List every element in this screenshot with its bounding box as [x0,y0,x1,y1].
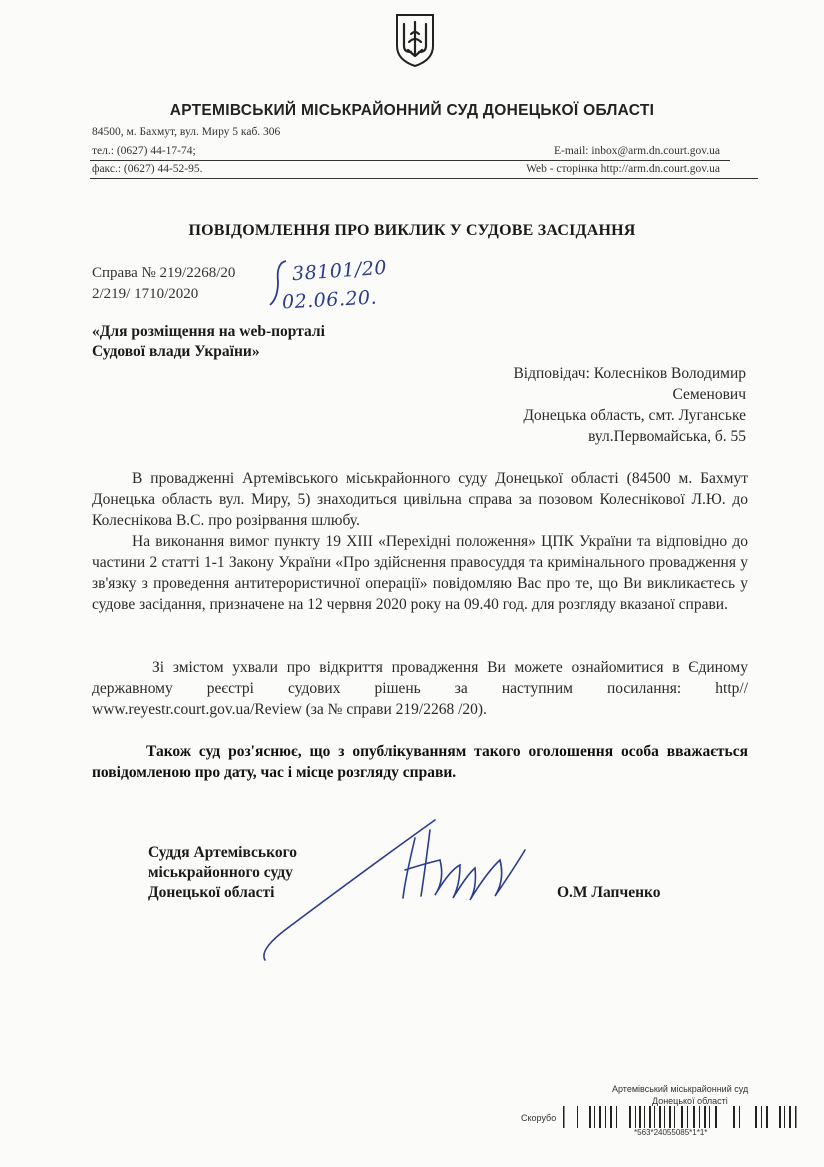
portal-note-line1: «Для розміщення на web-порталі [92,323,325,340]
paragraph-registry: Зі змістом ухвали про відкриття провадження Ви можете ознайомитися в Єдиному державному реєстрі судових рішень за наступним посилання: http// www.reyestr.court.gov.ua/Review (за № справи 219/2268 /20). [92,659,748,718]
case-number: Справа № 219/2268/20 [92,265,236,281]
proceeding-number: 2/219/ 1710/2020 [92,286,199,302]
respondent-line1: Відповідач: Колесніков Володимир [513,365,746,382]
court-name: АРТЕМІВСЬКИЙ МІСЬКРАЙОННИЙ СУД ДОНЕЦЬКОЇ ОБЛАСТІ [169,102,655,119]
stamp-court-line1: Артемівський міськрайонний суд [612,1084,749,1094]
barcode [563,1106,803,1128]
respondent-line3: Донецька область, смт. Луганське [523,407,746,424]
stamp-court-line2: Донецької області [652,1096,728,1106]
court-website: Web - сторінка http://arm.dn.court.gov.ua [526,163,720,175]
judge-signature [255,810,555,970]
paragraph-proceedings: В провадженні Артемівського міськрайонного суду Донецької області (84500 м. Бахмут Донецька область вул. Миру, 5) знаходиться цивільна справа за позовом Колеснікової Л.Ю. до Колеснікова В.С. про розірвання шлюбу. [92,470,748,529]
respondent-line4: вул.Первомайська, б. 55 [588,428,746,445]
barcode-code: *563*24055085*1*1* [634,1128,708,1137]
portal-note-line2: Судової влади України» [92,343,260,360]
judge-name: О.М Лапченко [557,884,661,901]
court-email: E-mail: inbox@arm.dn.court.gov.ua [553,145,720,157]
respondent-line2: Семенович [672,386,746,403]
court-phone: тел.: (0627) 44-17-74; [92,145,196,157]
judge-title-line3: Донецької області [148,884,275,901]
stamp-label: Скорубо [521,1113,557,1123]
coat-of-arms-icon [394,12,436,68]
header-rule-bottom [90,178,758,179]
judge-title-line1: Суддя Артемівського [148,844,298,861]
handwritten-registration: 38101/20 [291,256,388,286]
handwritten-date: 02.06.20. [281,286,378,314]
court-fax: факс.: (0627) 44-52-95. [92,163,203,175]
court-address: 84500, м. Бахмут, вул. Миру 5 каб. 306 [92,126,281,138]
judge-title-line2: міськрайонного суду [148,864,293,881]
document-title: ПОВІДОМЛЕННЯ ПРО ВИКЛИК У СУДОВЕ ЗАСІДАННЯ [188,222,636,239]
paragraph-summons: На виконання вимог пункту 19 XIII «Перехідні положення» ЦПК України та відповідно до частини 2 статті 1-1 Закону України «Про здійснення правосуддя та кримінального провадження у зв'язку з проведення антитерористичної операції» повідомляю Вас про те, що Ви викликаєтесь у судове засідання, призначене на 12 червня 2020 року на 09.40 год. для розгляду вказаної справи. [92,533,748,613]
paragraph-notice: Також суд роз'яснює, що з опублікуванням такого оголошення особа вважається повідомленою про дату, час і місце розгляду справи. [92,743,748,781]
header-rule-top [90,160,730,161]
